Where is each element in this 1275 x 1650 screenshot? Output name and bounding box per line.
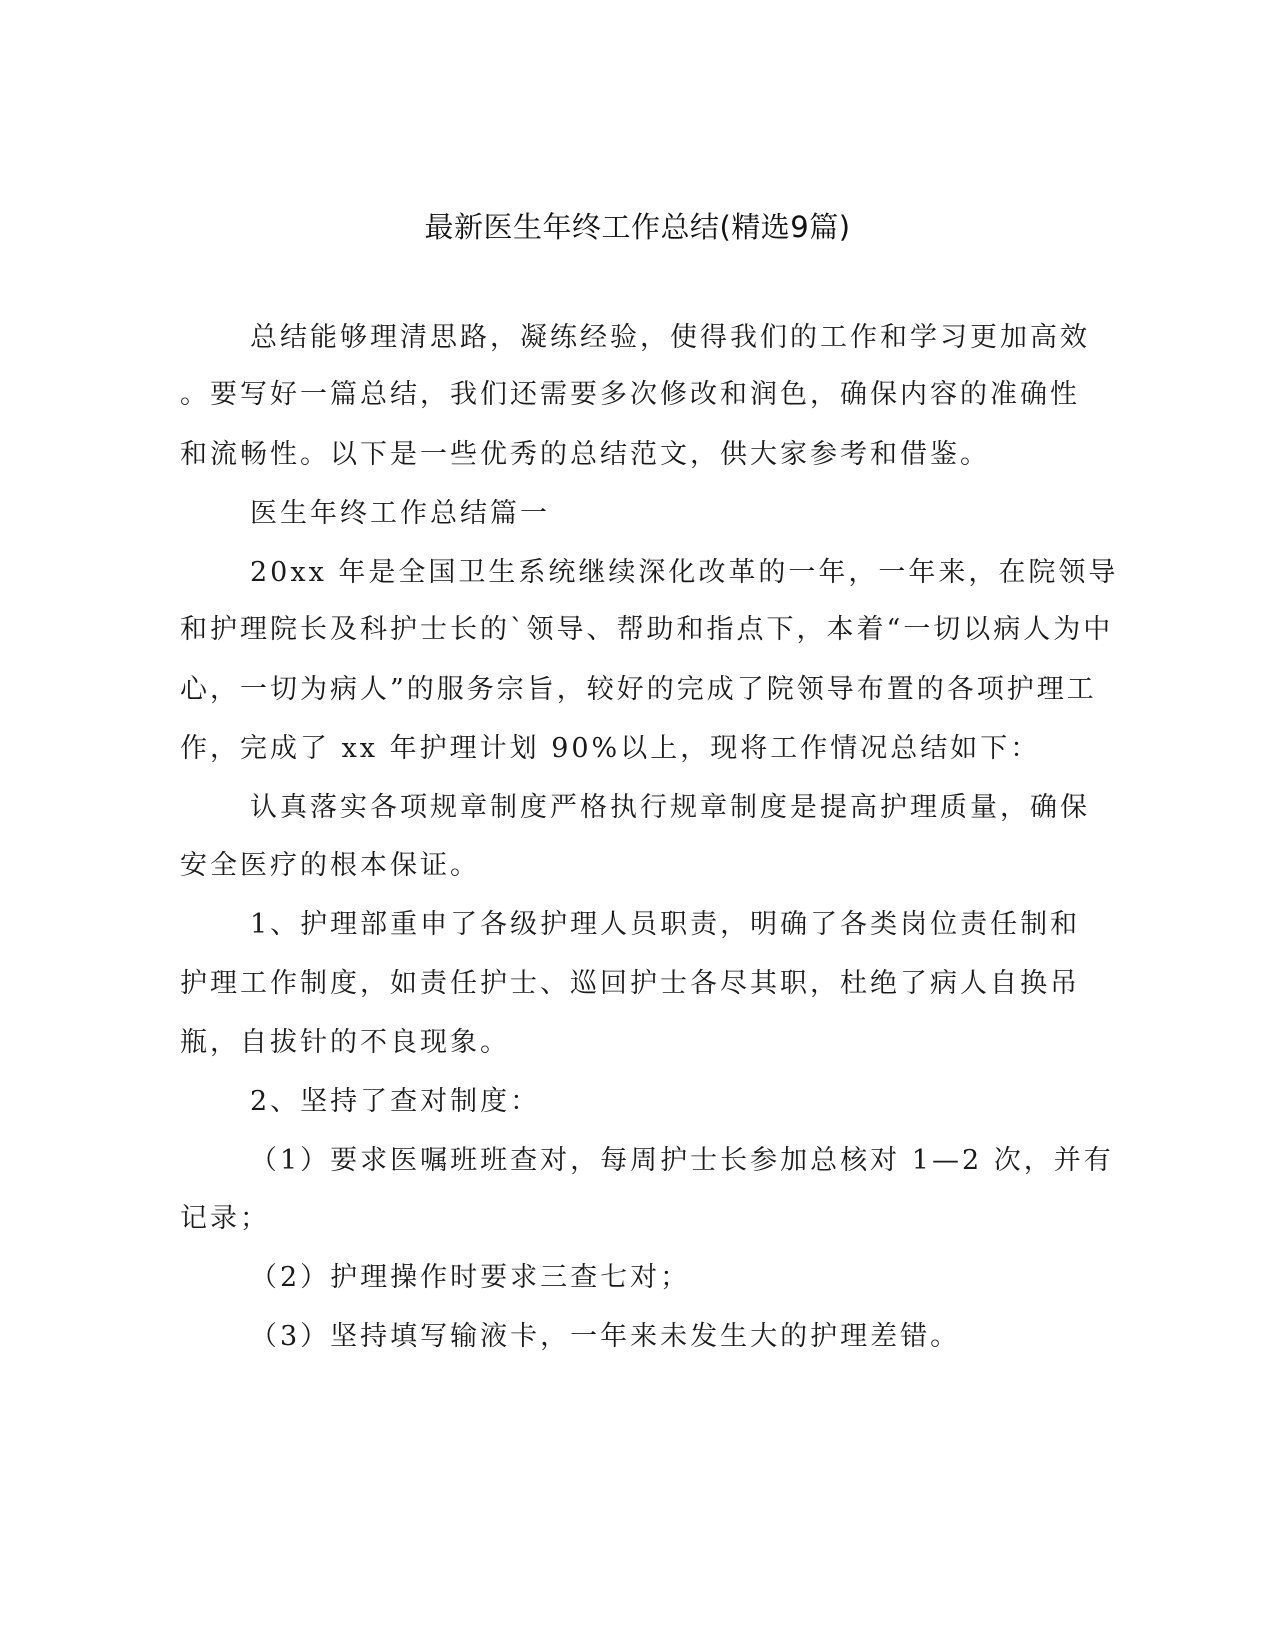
body-line: 瓶，自拔针的不良现象。 <box>180 1027 510 1058</box>
body-line: 。要写好一篇总结，我们还需要多次修改和润色，确保内容的准确性 <box>180 379 1080 410</box>
body-line: 和护理院长及科护士长的`领导、帮助和指点下，本着“一切以病人为中 <box>180 614 1114 645</box>
body-line: 作，完成了 xx 年护理计划 90%以上，现将工作情况总结如下： <box>180 733 1041 764</box>
document-title: 最新医生年终工作总结(精选9篇) <box>424 210 851 244</box>
body-line: 心，一切为病人”的服务宗旨，较好的完成了院领导布置的各项护理工 <box>180 674 1097 705</box>
body-line: 2、坚持了查对制度： <box>250 1086 541 1117</box>
body-line: 安全医疗的根本保证。 <box>180 850 480 881</box>
body-line: 记录； <box>180 1203 270 1234</box>
body-line: 认真落实各项规章制度严格执行规章制度是提高护理质量，确保 <box>250 792 1090 823</box>
list-item: （2）护理操作时要求三查七对； <box>250 1262 691 1293</box>
body-line: 1、护理部重申了各级护理人员职责，明确了各类岗位责任制和 <box>250 909 1081 940</box>
body-line: 和流畅性。以下是一些优秀的总结范文，供大家参考和借鉴。 <box>180 439 990 470</box>
list-item: （3）坚持填写输液卡，一年来未发生大的护理差错。 <box>250 1321 961 1352</box>
section-heading: 医生年终工作总结篇一 <box>250 498 550 529</box>
body-line: 20xx 年是全国卫生系统继续深化改革的一年，一年来，在院领导 <box>250 557 1119 588</box>
body-line: 总结能够理清思路，凝练经验，使得我们的工作和学习更加高效 <box>250 322 1090 353</box>
list-item: （1）要求医嘱班班查对，每周护士长参加总核对 1—2 次，并有 <box>250 1145 1114 1176</box>
body-line: 护理工作制度，如责任护士、巡回护士各尽其职，杜绝了病人自换吊 <box>180 968 1080 999</box>
